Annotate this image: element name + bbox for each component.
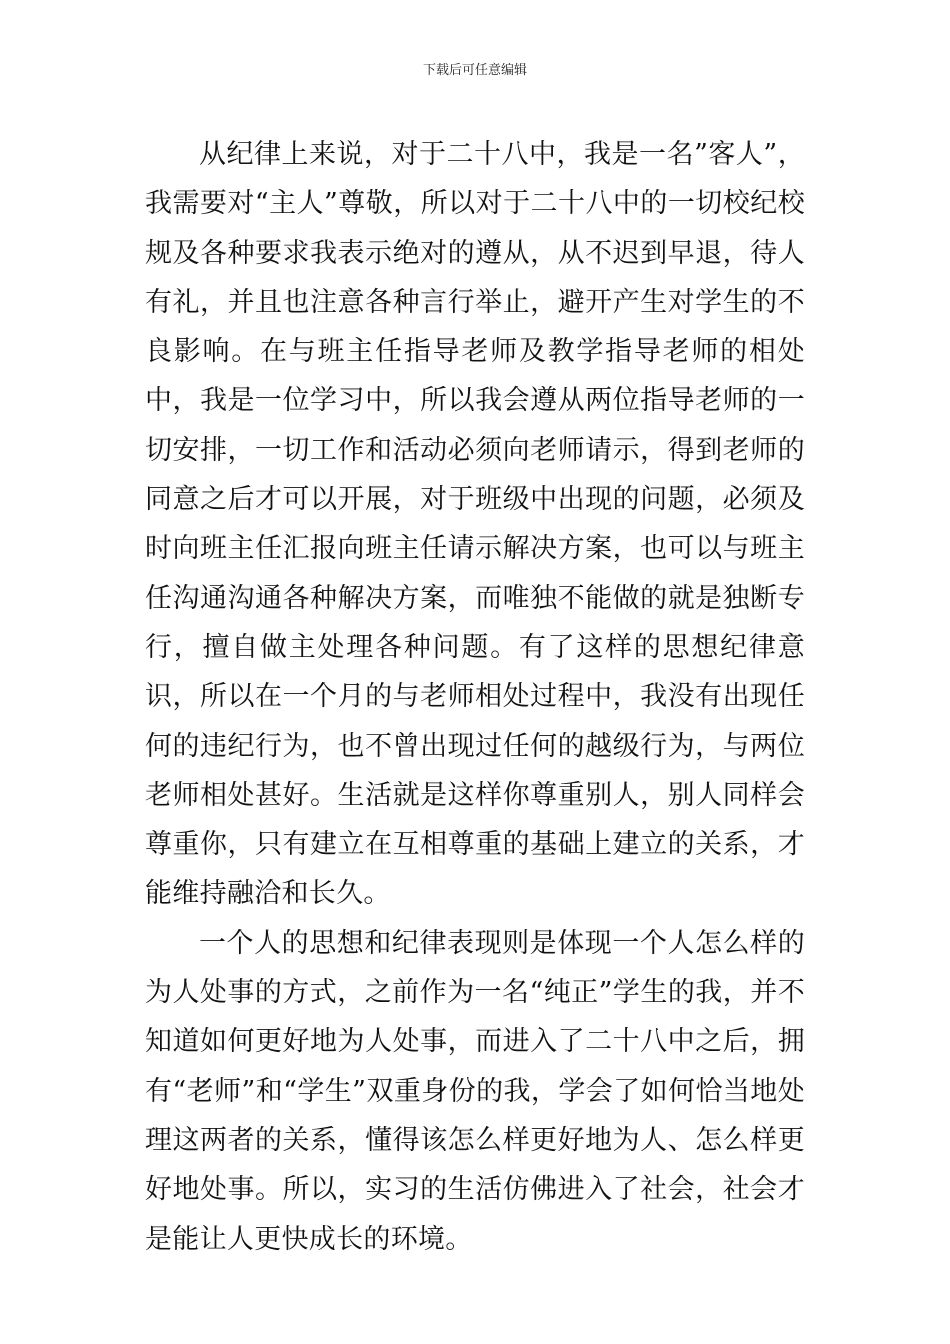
document-body [145,130,805,1264]
paragraph-discipline: 从纪律上来说，对于二十八中，我是一名”客人”，我需要对“主人”尊敬，所以对于二十八中的一切校纪校规及各种要求我表示绝对的遵从，从不迟到早退，待人有礼，并且也注意各种言行举止，避开产生对学生的不良影响。在与班主任指导老师及教学指导老师的相处中，我是一位学习中，所以我会遵从两位指导老师的一切安排，一切工作和活动必须向老师请示，得到老师的同意之后才可以开展，对于班级中出现的问题，必须及时向班主任汇报向班主任请示解决方案，也可以与班主任沟通沟通各种解决方案，而唯独不能做的就是独断专行，擅自做主处理各种问题。有了这样的思想纪律意识，所以在一个月的与老师相处过程中，我没有出现任何的违纪行为，也不曾出现过任何的越级行为，与两位老师相处甚好。生活就是这样你尊重别人，别人同样会尊重你，只有建立在互相尊重的基础上建立的关系，才能维持融洽和长久。 [145,139,805,910]
paragraph-conduct: 一个人的思想和纪律表现则是体现一个人怎么样的为人处事的方式，之前作为一名“纯正”学生的我，并不知道如何更好地为人处事，而进入了二十八中之后，拥有“老师”和“学生”双重身份的我，学会了如何恰当地处理这两者的关系，懂得该怎么样更好地为人、怎么样更好地处事。所以，实习的生活仿佛进入了社会，社会才是能让人更快成长的环境。 [145,927,805,1255]
page-header: 下载后可任意编辑 [422,63,527,78]
